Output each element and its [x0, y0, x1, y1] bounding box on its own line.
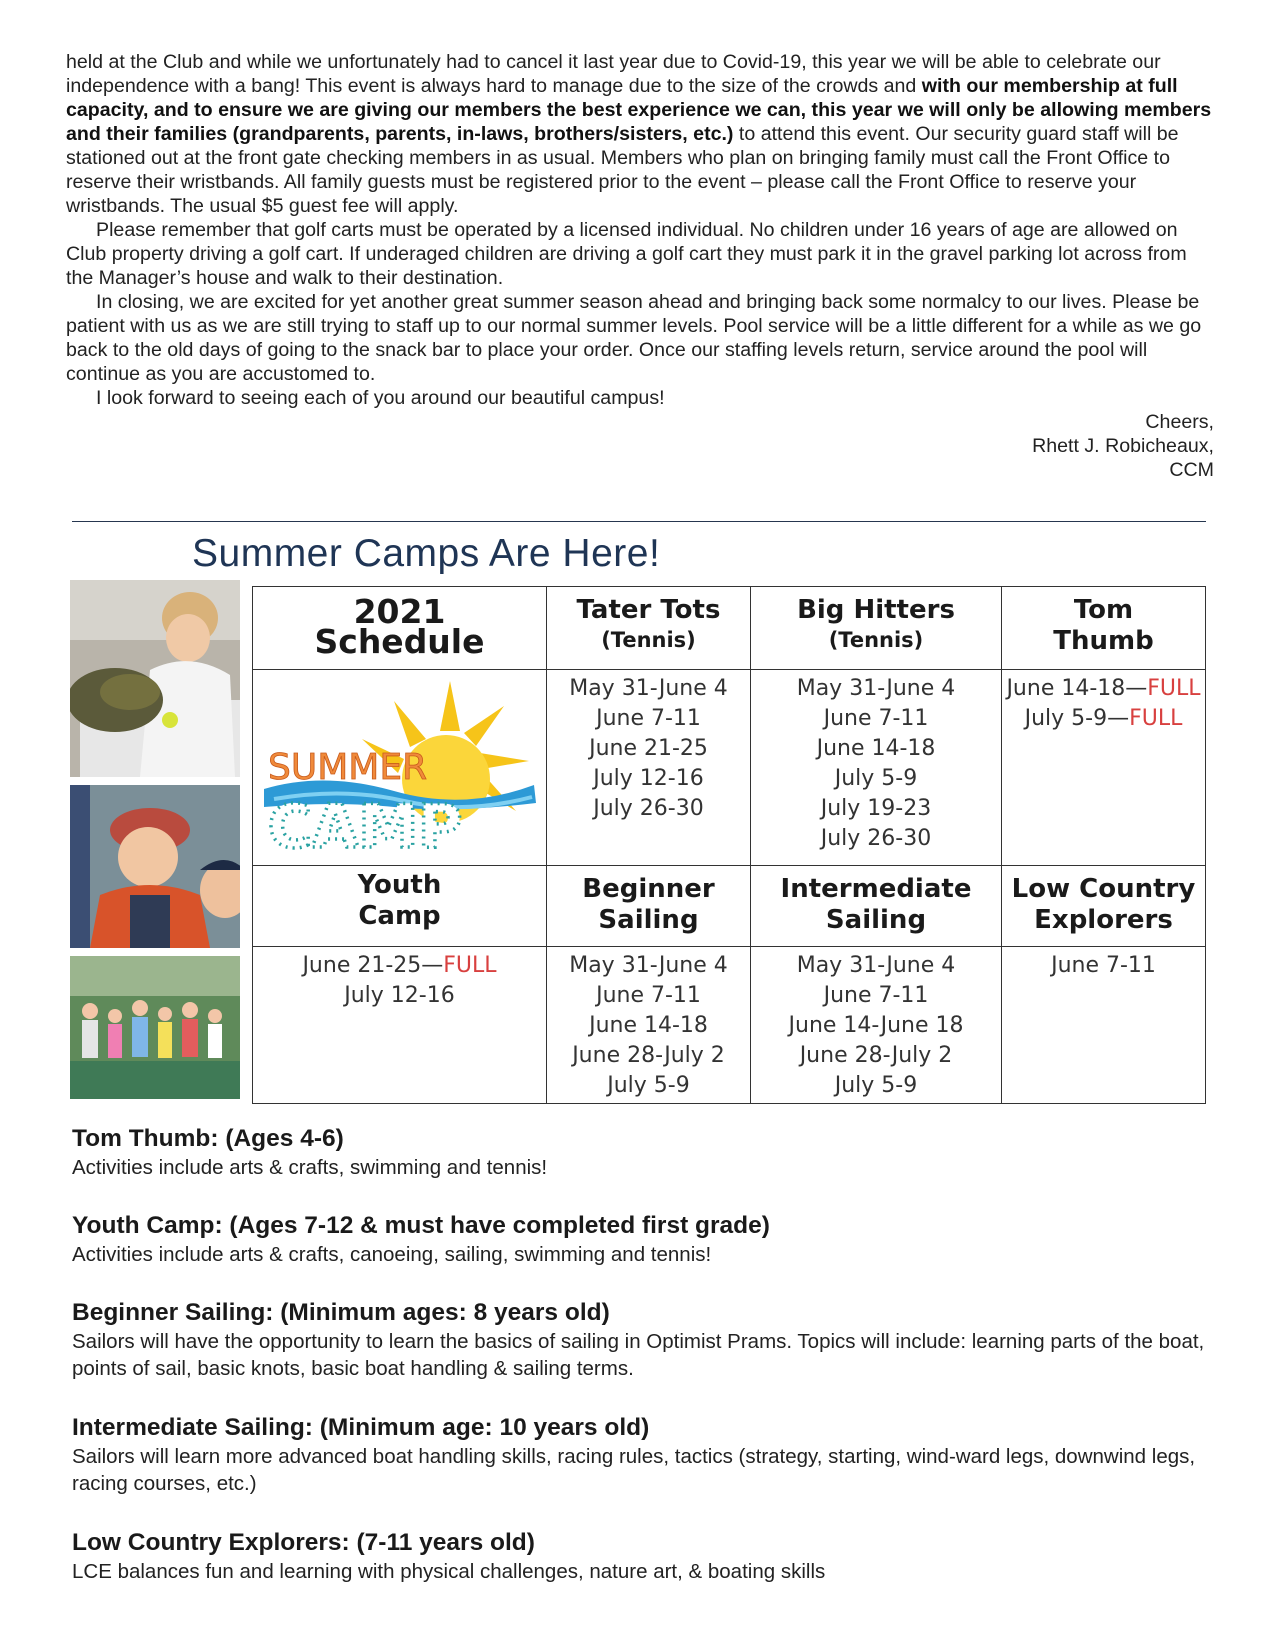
letter-body — [66, 50, 1214, 482]
letter-paragraph-2: Please remember that golf carts must be operated by a licensed individual. No children under 16 years of age are allowed on Club property driving a golf cart. If underaged children are driving a golf cart they must park it in the gravel parking lot across from the Manager’s house and walk to their destination. — [66, 219, 1187, 289]
dates-low-country-explorers: June 7-11 — [1002, 946, 1206, 1103]
description-tom-thumb: Tom Thumb: (Ages 4-6) Activities include arts & crafts, swimming and tennis! — [72, 1125, 548, 1179]
schedule-dates-row-2 — [253, 946, 1206, 1103]
dates-tater-tots: May 31-June 4 June 7-11 June 21-25 July 12-16 July 26-30 — [547, 670, 751, 866]
schedule-header-row-2 — [253, 865, 1206, 946]
description-low-country-explorers: Low Country Explorers: (7-11 years old) LCE balances fun and learning with physical challenges, nature art, & boating skills — [72, 1529, 826, 1583]
dates-beginner-sailing: May 31-June 4 June 7-11 June 14-18 June 28-July 2 July 5-9 — [547, 946, 751, 1103]
svg-text:CAMP: CAMP — [267, 792, 462, 860]
header-big-hitters: Big Hitters (Tennis) — [751, 587, 1002, 670]
schedule-dates-row-1 — [253, 670, 1206, 866]
letter-paragraph-1: held at the Club and while we unfortunately had to cancel it last year due to Covid-19, this year we will be able to celebrate our independence with a bang! This event is always hard to manage due to the size of the crowds and with our membership at full capacity, and to ensure we are giving our members the best experience we can, this year we will only be allowing members and their families (grandparents, parents, in-laws, brothers/sisters, etc.) to attend this event. Our security guard staff will be stationed out at the front gate checking members in as usual. Members who plan on bringing family must call the Front Office to reserve their wristbands. All family guests must be registered prior to the event – please call the Front Office to reserve your wristbands. The usual $5 guest fee will apply. — [66, 51, 1212, 217]
letter-credential: CCM — [1169, 459, 1214, 481]
header-youth-camp: Youth Camp — [253, 865, 547, 946]
header-beginner-sailing: Beginner Sailing — [547, 865, 751, 946]
description-beginner-sailing: Beginner Sailing: (Minimum ages: 8 years old) Sailors will have the opportunity to learn the basics of sailing in Optimist Prams. Topics will include: learning parts of the boat, points of sail, basic knots, basic boat handling & sailing terms. — [72, 1299, 1205, 1380]
letter-paragraph-3: In closing, we are excited for yet another great summer season ahead and bringing back some normalcy to our lives. Please be patient with us as we are still trying to staff up to our normal summer levels. Pool service will be a little different for a while as we go back to the old days of going to the snack bar to place your order. Once our staffing levels return, service around the pool will continue as you are accustomed to. — [66, 291, 1202, 385]
schedule-title-cell: 2021 Schedule — [253, 587, 547, 670]
letter-closing: Cheers, — [1145, 411, 1214, 433]
header-low-country-explorers: Low Country Explorers — [1002, 865, 1206, 946]
sun-icon — [254, 671, 546, 859]
dates-youth-camp: June 21-25—FULL July 12-16 — [253, 946, 547, 1103]
section-divider — [72, 521, 1206, 522]
header-tater-tots: Tater Tots (Tennis) — [547, 587, 751, 670]
letter-bold-notice: with our membership at full capacity, and to ensure we are giving our members the best experience we can, this year we will only be allowing members and their families (grandparents, parents, in-laws, brothers/sisters, etc.) — [66, 75, 1212, 145]
svg-text:SUMMER: SUMMER — [267, 747, 427, 789]
photo-tennis-group — [70, 956, 240, 1099]
full-badge: FULL — [1147, 676, 1201, 701]
dates-tom-thumb: June 14-18—FULL July 5-9—FULL — [1002, 670, 1206, 866]
header-tom-thumb: Tom Thumb — [1002, 587, 1206, 670]
schedule-header-row-1 — [253, 587, 1206, 670]
letter-paragraph-4: I look forward to seeing each of you around our beautiful campus! — [96, 387, 665, 409]
camps-title: Summer Camps Are Here! — [192, 532, 661, 575]
letter-signer: Rhett J. Robicheaux, — [1032, 435, 1214, 457]
summer-camp-logo — [253, 670, 547, 866]
full-badge: FULL — [443, 952, 497, 978]
schedule-table — [252, 586, 1206, 1104]
dates-intermediate-sailing: May 31-June 4 June 7-11 June 14-June 18 June 28-July 2 July 5-9 — [751, 946, 1002, 1103]
description-intermediate-sailing: Intermediate Sailing: (Minimum age: 10 years old) Sailors will learn more advanced boat handling skills, racing rules, tactics (strategy, starting, wind-ward legs, downwind legs, racing courses, etc.) — [72, 1414, 1196, 1495]
photo-boy-with-turtle — [70, 580, 240, 777]
full-badge: FULL — [1129, 706, 1183, 731]
photo-kids-in-life-jackets — [70, 785, 240, 948]
description-youth-camp: Youth Camp: (Ages 7-12 & must have completed first grade) Activities include arts & crafts, canoeing, sailing, swimming and tennis! — [72, 1212, 770, 1266]
header-intermediate-sailing: Intermediate Sailing — [751, 865, 1002, 946]
dates-big-hitters: May 31-June 4 June 7-11 June 14-18 July 5-9 July 19-23 July 26-30 — [751, 670, 1002, 866]
